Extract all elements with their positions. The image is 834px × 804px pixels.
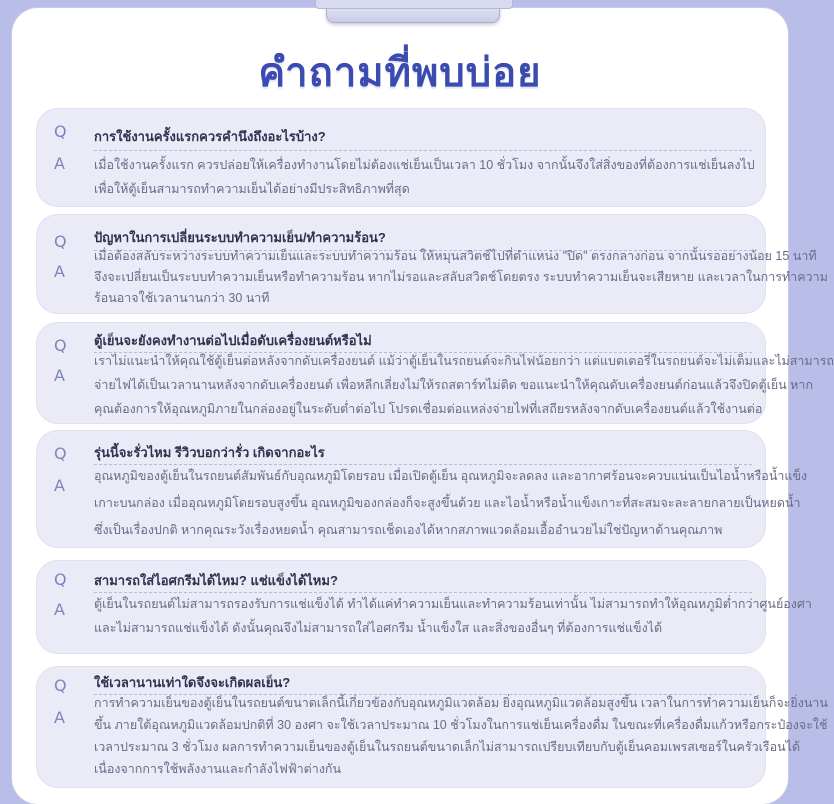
- q-label: Q: [54, 336, 67, 355]
- faq-question: ใช้เวลานานเท่าใดจึงจะเกิดผลเย็น?: [94, 675, 291, 690]
- answer-line: เพื่อให้ตู้เย็นสามารถทำความเย็นได้อย่างมีประสิทธิภาพที่สุด: [94, 182, 410, 196]
- a-label: A: [54, 600, 65, 619]
- divider: [94, 150, 752, 151]
- faq-answer: [94, 153, 755, 201]
- answer-line: การทำความเย็นของตู้เย็นในรถยนต์ขนาดเล็กนี้เกี่ยวข้องกับอุณหภูมิแวดล้อม ยิ่งอุณหภูมิแวดล้อมสูงขึ้น เวลาในการทำความเย็นก็จะยิ่งนาน: [94, 696, 828, 710]
- faq-answer: [94, 246, 828, 309]
- q-label: Q: [54, 122, 67, 141]
- faq-card-5: [36, 560, 812, 654]
- answer-line: จึงจะเปลี่ยนเป็นระบบทำความเย็นหรือทำความร้อน หากไม่รอและสลับสวิตช์โดยตรง ระบบทำความเย็นจะเสียหาย และเวลาในการทำความ: [94, 270, 828, 284]
- answer-line: จ่ายไฟได้เป็นเวลานานหลังจากดับเครื่องยนต์ เพื่อหลีกเลี่ยงไม่ให้รถสตาร์ทไม่ติด ขอแนะนำให้คุณดับเครื่องยนต์ก่อนแล้วจึงปิดตู้เย็น หาก: [94, 378, 814, 392]
- answer-line: อุณหภูมิของตู้เย็นในรถยนต์สัมพันธ์กับอุณหภูมิโดยรอบ เมื่อเปิดตู้เย็น อุณหภูมิจะลดลง และอากาศร้อนจะควบแน่นเป็นไอน้ำหรือน้ำแข็ง: [94, 469, 808, 483]
- answer-line: เมื่อต้องสลับระหว่างระบบทำความเย็นและระบบทำความร้อน ให้หมุนสวิตช์ไปที่ตำแหน่ง "ปิด" ตรงกลางก่อน จากนั้นรออย่างน้อย 15 นาที: [94, 249, 817, 263]
- faq-question: สามารถใส่ไอศกรีมได้ไหม? แช่แข็งได้ไหม?: [94, 573, 338, 588]
- answer-line: คุณต้องการให้อุณหภูมิภายในกล่องอยู่ในระดับต่ำต่อไป โปรดเชื่อมต่อแหล่งจ่ายไฟที่เสถียรหลังจากดับเครื่องยนต์แล้วใช้งานต่อ: [94, 402, 763, 416]
- faq-answer: [94, 349, 834, 421]
- faq-question: ตู้เย็นจะยังคงทำงานต่อไปเมื่อดับเครื่องยนต์หรือไม่: [94, 333, 372, 348]
- clipboard-clip: [326, 0, 500, 23]
- a-label: A: [54, 262, 65, 281]
- q-label: Q: [54, 570, 67, 589]
- answer-line: เวลาประมาณ 3 ชั่วโมง ผลการทำความเย็นของตู้เย็นในรถยนต์ขนาดเล็กไม่สามารถเปรียบเทียบกับตู้เย็นคอมเพรสเซอร์ในครัวเรือนได้: [94, 740, 801, 754]
- q-label: Q: [54, 232, 67, 251]
- answer-line: เราไม่แนะนำให้คุณใช้ตู้เย็นต่อหลังจากดับเครื่องยนต์ แม้ว่าตู้เย็นในรถยนต์จะกินไฟน้อยกว่า แต่แบตเตอรี่ในรถยนต์จะไม่เต็มและไม่สามารถ: [94, 354, 834, 368]
- a-label: A: [54, 476, 65, 495]
- answer-line: เกาะบนกล่อง เมื่ออุณหภูมิโดยรอบสูงขึ้น อุณหภูมิของกล่องก็จะสูงขึ้นด้วย และไอน้ำหรือน้ำแข็งเกาะที่สะสมจะละลายกลายเป็นหยดน้ำ: [94, 496, 801, 510]
- faq-card-2: [36, 214, 828, 314]
- q-label: Q: [54, 444, 67, 463]
- answer-line: ตู้เย็นในรถยนต์ไม่สามารถรองรับการแช่แข็งได้ ทำได้แค่ทำความเย็นและทำความร้อนเท่านั้น ไม่สามารถทำให้อุณหภูมิต่ำกว่าศูนย์องศา: [94, 597, 812, 611]
- faq-question: ปัญหาในการเปลี่ยนระบบทำความเย็น/ทำความร้อน?: [94, 230, 386, 245]
- faq-card-1: [36, 108, 766, 207]
- a-label: A: [54, 708, 65, 727]
- page-title: คำถามที่พบบ่อย: [258, 50, 542, 96]
- q-label: Q: [54, 676, 67, 695]
- a-label: A: [54, 154, 65, 173]
- faq-answer: [94, 592, 812, 640]
- faq-answer: [94, 692, 828, 780]
- faq-question: รุ่นนี้จะรั่วไหม รีวิวบอกว่ารั่ว เกิดจากอะไร: [94, 445, 325, 460]
- faq-card-6: [36, 666, 828, 788]
- faq-question: การใช้งานครั้งแรกควรคำนึงถึงอะไรบ้าง?: [94, 129, 326, 144]
- faq-answer: [94, 463, 808, 544]
- a-label: A: [54, 366, 65, 385]
- answer-line: ขึ้น ภายใต้อุณหภูมิแวดล้อมปกติที่ 30 องศา จะใช้เวลาประมาณ 10 ชั่วโมงในการแช่เย็นเครื่องดื่ม ในขณะที่เครื่องดื่มแก้วหรือกระป๋องจะใช้: [94, 718, 828, 732]
- answer-line: ซึ่งเป็นเรื่องปกติ หากคุณระวังเรื่องหยดน้ำ คุณสามารถเช็ดเองได้หากสภาพแวดล้อมเอื้ออำนวยไม่ใช่ปัญหาด้านคุณภาพ: [94, 523, 723, 537]
- answer-line: ร้อนอาจใช้เวลานานกว่า 30 นาที: [94, 291, 270, 305]
- faq-card-3: [36, 322, 834, 424]
- answer-line: เมื่อใช้งานครั้งแรก ควรปล่อยให้เครื่องทำงานโดยไม่ต้องแช่เย็นเป็นเวลา 10 ชั่วโมง จากนั้นจึงใส่สิ่งของที่ต้องการแช่เย็นลงไป: [94, 158, 755, 172]
- faq-card-4: [36, 430, 808, 548]
- answer-line: เนื่องจากการใช้พลังงานและกำลังไฟฟ้าต่างกัน: [94, 762, 342, 776]
- answer-line: และไม่สามารถแช่แข็งได้ ดังนั้นคุณจึงไม่สามารถใส่ไอศกรีม น้ำแข็งใส และสิ่งของอื่นๆ ที่ต้องการแช่แข็งได้: [94, 621, 663, 635]
